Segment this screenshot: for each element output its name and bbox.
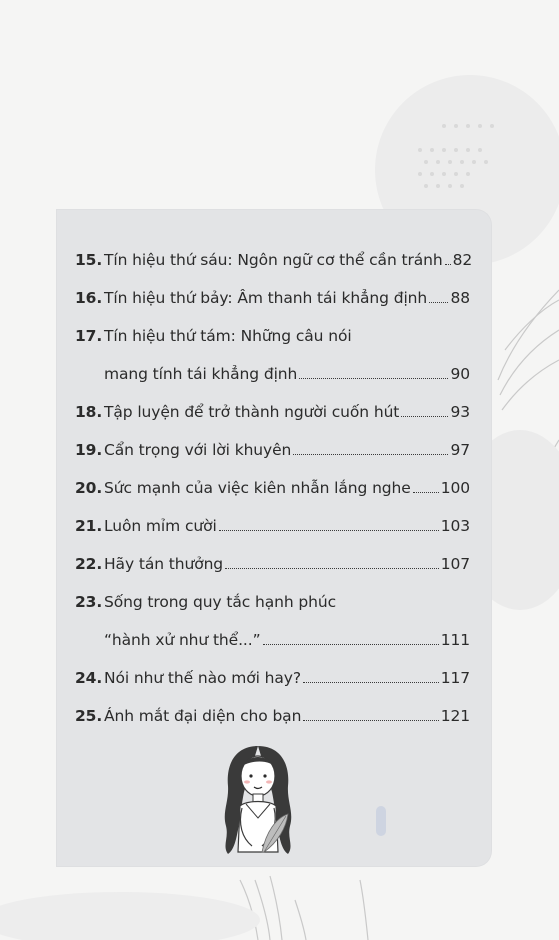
toc-number: 25. — [75, 707, 103, 725]
toc-leader-dots — [303, 681, 439, 683]
toc-leader-dots — [263, 643, 439, 645]
toc-leader-dots — [445, 263, 451, 265]
toc-number: 20. — [75, 479, 103, 497]
toc-number: 18. — [75, 403, 103, 421]
toc-entry — [75, 246, 473, 284]
toc-leader-dots — [225, 567, 439, 569]
table-of-contents — [75, 246, 473, 740]
toc-entry — [75, 284, 470, 322]
toc-title: Tín hiệu thứ sáu: Ngôn ngữ cơ thể cần tránh — [104, 251, 443, 269]
toc-leader-dots — [219, 529, 439, 531]
toc-page: 93 — [450, 403, 470, 421]
toc-page: 121 — [440, 707, 470, 725]
toc-number: 23. — [75, 593, 103, 611]
toc-entry — [75, 550, 470, 588]
toc-entry — [75, 436, 470, 474]
toc-leader-dots — [299, 377, 448, 379]
toc-page: 100 — [440, 479, 470, 497]
toc-page: 82 — [452, 251, 473, 269]
girl-illustration — [212, 742, 304, 864]
toc-page: 107 — [440, 555, 470, 573]
toc-page: 88 — [450, 289, 470, 307]
toc-entry — [75, 664, 470, 702]
toc-title: Nói như thế nào mới hay? — [104, 669, 301, 687]
toc-entry — [75, 702, 470, 740]
toc-leader-dots — [401, 415, 448, 417]
toc-number: 15. — [75, 251, 103, 269]
toc-page: 97 — [450, 441, 470, 459]
toc-title: Tín hiệu thứ bảy: Âm thanh tái khẳng định — [104, 289, 428, 307]
toc-leader-dots — [429, 301, 448, 303]
toc-title: Tín hiệu thứ tám: Những câu nói — [104, 327, 352, 345]
toc-number: 16. — [75, 289, 103, 307]
toc-entry — [75, 322, 470, 398]
toc-entry — [75, 474, 470, 512]
toc-leader-dots — [293, 453, 448, 455]
toc-entry — [75, 512, 470, 550]
toc-page: 103 — [440, 517, 470, 535]
toc-number: 21. — [75, 517, 103, 535]
toc-title-continued: mang tính tái khẳng định — [104, 365, 298, 383]
toc-page: 111 — [440, 631, 470, 649]
toc-number: 19. — [75, 441, 103, 459]
ink-smudge — [376, 806, 386, 836]
toc-title-continued: “hành xử như thể...” — [104, 631, 261, 649]
toc-number: 24. — [75, 669, 103, 687]
toc-title: Tập luyện để trở thành người cuốn hút — [104, 403, 400, 421]
toc-entry — [75, 398, 470, 436]
toc-number: 17. — [75, 327, 103, 345]
toc-title: Sức mạnh của việc kiên nhẫn lắng nghe — [104, 479, 411, 497]
toc-leader-dots — [413, 491, 439, 493]
toc-page: 90 — [450, 365, 470, 383]
toc-title: Hãy tán thưởng — [104, 555, 224, 573]
toc-title: Luôn mỉm cười — [104, 517, 217, 535]
toc-title: Sống trong quy tắc hạnh phúc — [104, 593, 336, 611]
toc-title: Ánh mắt đại diện cho bạn — [104, 707, 302, 725]
toc-page: 117 — [440, 669, 470, 687]
toc-title: Cẩn trọng với lời khuyên — [104, 441, 292, 459]
toc-leader-dots — [303, 719, 438, 721]
toc-number: 22. — [75, 555, 103, 573]
toc-entry — [75, 588, 470, 664]
